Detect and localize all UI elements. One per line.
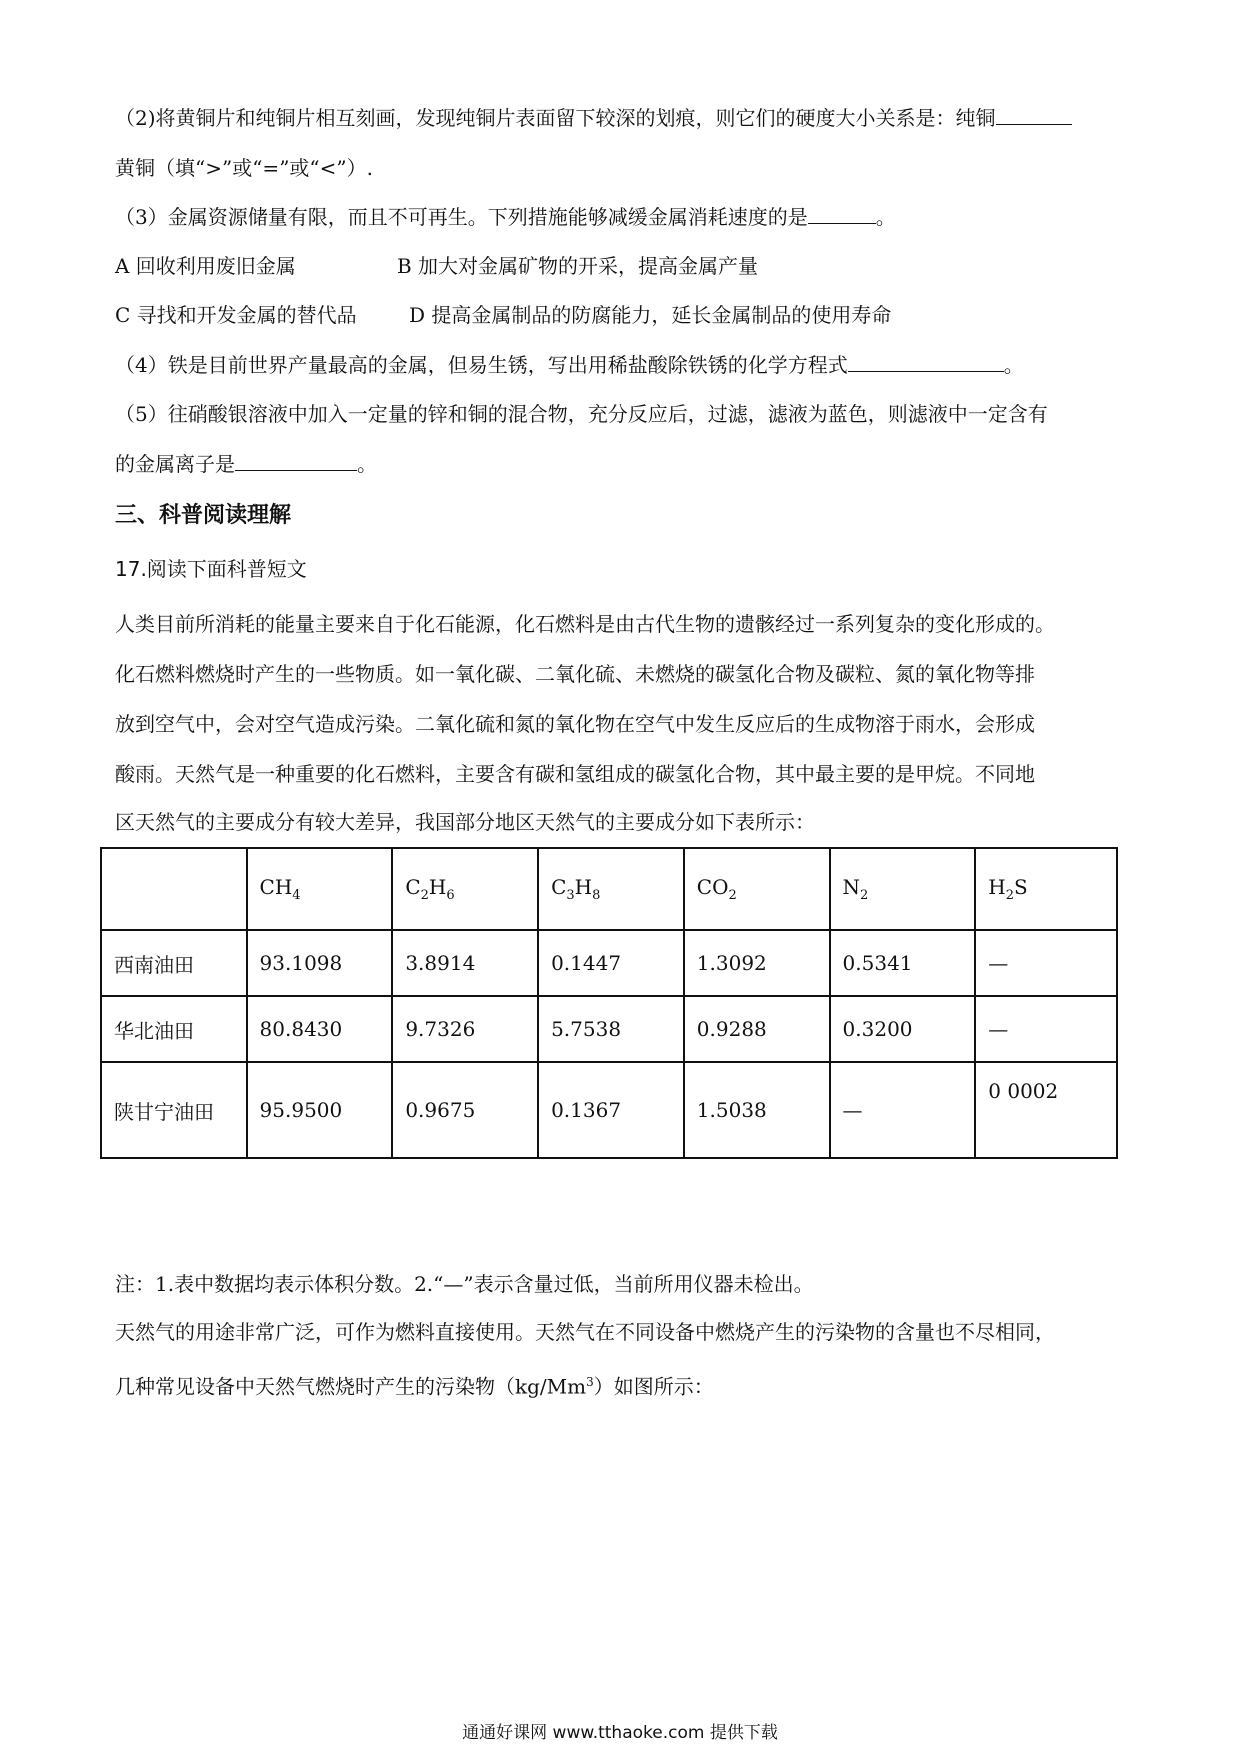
value-cell: — — [830, 1062, 976, 1158]
passage-line: 区天然气的主要成分有较大差异，我国部分地区天然气的主要成分如下表所示： — [115, 810, 815, 834]
formula-subscript: 6 — [446, 888, 455, 903]
q4-stem-end: 。 — [1003, 353, 1024, 377]
passage-line: 酸雨。天然气是一种重要的化石燃料，主要含有碳和氢组成的碳氢化合物，其中最主要的是甲烷。不同地 — [115, 762, 1035, 786]
header-cell — [684, 848, 830, 930]
q17-title: 17.阅读下面科普短文 — [115, 557, 307, 581]
paragraph2-line1: 天然气的用途非常广泛，可作为燃料直接使用。天然气在不同设备中燃烧产生的污染物的含量也不尽相同， — [115, 1320, 1055, 1344]
q3-option-c: C 寻找和开发金属的替代品 — [115, 303, 357, 327]
section-heading: 三、科普阅读理解 — [115, 503, 292, 528]
value-cell: 0.5341 — [830, 930, 976, 996]
value-cell: 5.7538 — [538, 996, 684, 1062]
answer-blank — [848, 353, 1004, 372]
q3-stem-end: 。 — [875, 205, 896, 229]
value-cell: 9.7326 — [392, 996, 538, 1062]
formula-subscript: 2 — [728, 888, 737, 903]
value-cell: 0 0002 — [975, 1062, 1117, 1158]
unit-superscript: 3 — [586, 1375, 594, 1389]
q3-option-a: A 回收利用废旧金属 — [115, 254, 296, 278]
formula-mid: H — [428, 875, 447, 899]
formula-subscript: 2 — [1005, 888, 1014, 903]
formula-base: CH — [259, 875, 293, 899]
passage-line: 放到空气中，会对空气造成污染。二氧化硫和氮的氧化物在空气中发生反应后的生成物溶于雨水，会形成 — [115, 712, 1035, 736]
header-cell — [247, 848, 393, 930]
formula-subscript: 8 — [592, 888, 601, 903]
table-header-row — [101, 848, 1117, 930]
header-cell — [538, 848, 684, 930]
q5-line1: （5）往硝酸银溶液中加入一定量的锌和铜的混合物，充分反应后，过滤，滤液为蓝色，则滤液中一定含有 — [115, 402, 1048, 426]
value-cell: 0.9288 — [684, 996, 830, 1062]
answer-blank — [996, 106, 1072, 125]
formula-subscript: 2 — [420, 888, 429, 903]
page-footer: 通通好课网 www.tthaoke.com 提供下载 — [462, 1723, 778, 1743]
paragraph2-text-end: ）如图所示： — [593, 1374, 714, 1399]
value-cell: 3.8914 — [392, 930, 538, 996]
table-row — [101, 930, 1117, 996]
paragraph2-line2 — [115, 1368, 714, 1401]
q3-stem — [115, 203, 896, 231]
formula-subscript: 2 — [860, 888, 869, 903]
gas-composition-table — [100, 847, 1118, 1159]
value-cell: 1.5038 — [684, 1062, 830, 1158]
paragraph2-text: 几种常见设备中天然气燃烧时产生的污染物（kg/Mm — [115, 1374, 587, 1399]
passage-line: 化石燃料燃烧时产生的一些物质。如一氧化碳、二氧化硫、未燃烧的碳氢化合物及碳粒、氮的氧化物等排 — [115, 662, 1035, 686]
row-name-cell: 陕甘宁油田 — [101, 1062, 247, 1158]
formula-base: H — [988, 875, 1006, 899]
q5-text: 的金属离子是 — [115, 452, 235, 476]
row-name-cell: 西南油田 — [101, 930, 247, 996]
q3-option-b: B 加大对金属矿物的开采，提高金属产量 — [397, 254, 759, 278]
passage-line: 人类目前所消耗的能量主要来自于化石能源，化石燃料是由古代生物的遗骸经过一系列复杂的变化形成的。 — [115, 612, 1055, 636]
q3-text: （3）金属资源储量有限，而且不可再生。下列措施能够减缓金属消耗速度的是 — [115, 205, 808, 229]
q4-text: （4）铁是目前世界产量最高的金属，但易生锈，写出用稀盐酸除铁锈的化学方程式 — [115, 353, 848, 377]
table-note: 注：1.表中数据均表示体积分数。2.“—”表示含量过低，当前所用仪器未检出。 — [115, 1272, 814, 1296]
value-cell: 1.3092 — [684, 930, 830, 996]
answer-blank — [808, 205, 876, 224]
formula-base: N — [842, 875, 861, 899]
formula-subscript: 3 — [566, 888, 575, 903]
row-name-cell: 华北油田 — [101, 996, 247, 1062]
value-cell: 0.1367 — [538, 1062, 684, 1158]
answer-blank — [235, 452, 357, 471]
header-cell — [830, 848, 976, 930]
value-cell: 0.9675 — [392, 1062, 538, 1158]
value-cell: — — [975, 996, 1117, 1062]
formula-base: C — [551, 875, 567, 899]
q5-line2-end: 。 — [357, 452, 377, 476]
value-cell: 80.8430 — [247, 996, 393, 1062]
header-cell — [975, 848, 1117, 930]
value-cell: 95.9500 — [247, 1062, 393, 1158]
value-cell: 93.1098 — [247, 930, 393, 996]
q3-option-d: D 提高金属制品的防腐能力，延长金属制品的使用寿命 — [409, 303, 892, 327]
formula-mid: H — [574, 875, 593, 899]
header-cell — [392, 848, 538, 930]
q4-stem — [115, 351, 1024, 379]
q2-line2: 黄铜（填“>”或“=”或“<”）. — [115, 156, 373, 180]
value-cell: — — [975, 930, 1117, 996]
formula-base: C — [405, 875, 421, 899]
formula-base: CO — [696, 875, 729, 899]
formula-mid: S — [1014, 875, 1028, 899]
table-row — [101, 1062, 1117, 1158]
value-cell: 0.3200 — [830, 996, 976, 1062]
formula-subscript: 4 — [292, 888, 301, 903]
q5-line2 — [115, 450, 377, 478]
q2-text: （2)将黄铜片和纯铜片相互刻画，发现纯铜片表面留下较深的划痕，则它们的硬度大小关系是：纯铜 — [115, 106, 996, 130]
table-corner-cell — [101, 848, 247, 930]
q2-line1 — [115, 104, 1072, 132]
table-row — [101, 996, 1117, 1062]
value-cell: 0.1447 — [538, 930, 684, 996]
